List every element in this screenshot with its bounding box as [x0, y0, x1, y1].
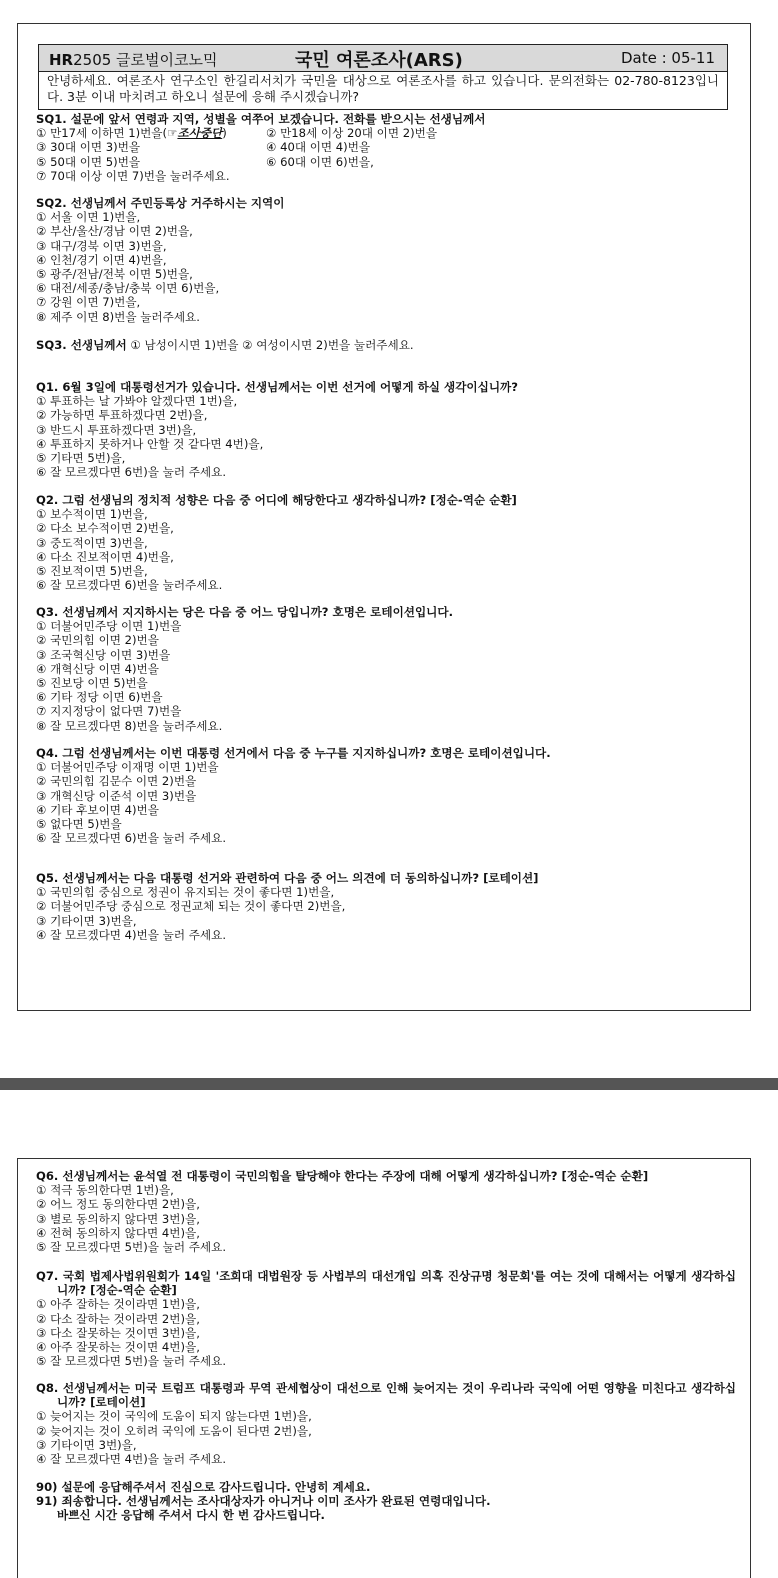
option: ⑦ 강원 이면 7)번을,: [36, 295, 141, 310]
survey-date: Date : 05-11: [620, 49, 715, 67]
option: ⑥ 잘 모르겠다면 6)번을 눌러 주세요.: [36, 831, 227, 846]
option: ② 다소 보수적이면 2)번을,: [36, 521, 174, 536]
option: ② 부산/울산/경남 이면 2)번을,: [36, 224, 193, 239]
option: ⑦ 지지정당이 없다면 7)번을: [36, 704, 182, 719]
question-q1: [36, 380, 736, 479]
option: ③ 기타이면 3번)을,: [36, 1437, 137, 1452]
closing-ineligible: 91) 죄송합니다. 선생님께서는 조사대상자가 아니거나 이미 조사가 완료된 연령대입니다.: [36, 1494, 491, 1509]
option: ② 어느 정도 동의한다면 2번)을,: [36, 1197, 200, 1212]
option: ⑥ 대전/세종/충남/충북 이면 6)번을,: [36, 281, 220, 296]
option: ① 서울 이면 1)번을,: [36, 210, 141, 225]
option: ③ 30대 이면 3)번을: [36, 140, 141, 155]
option: ⑤ 진보당 이면 5)번을: [36, 676, 148, 691]
option: ④ 기타 후보이면 4)번을: [36, 802, 159, 817]
question-q4: [36, 746, 736, 845]
option: ③ 조국혁신당 이면 3)번을: [36, 647, 171, 662]
question-q7: [36, 1269, 736, 1368]
question-q5: [36, 871, 736, 942]
option: ⑤ 기타면 5번)을,: [36, 451, 126, 466]
option: ① 더불어민주당 이재명 이면 1)번을: [36, 760, 219, 775]
option: ⑤ 잘 모르겠다면 5번)을 눌러 주세요.: [36, 1240, 227, 1255]
option: ④ 전혀 동의하지 않다면 4번)을,: [36, 1225, 200, 1240]
option: ⑥ 60대 이면 6)번을,: [266, 154, 374, 169]
option: ④ 잘 모르겠다면 4번)을 눌러 주세요.: [36, 1452, 227, 1467]
closing-ineligible-thanks: 바쁘신 시간 응답해 주셔서 다시 한 번 감사드립니다.: [57, 1508, 325, 1523]
option: ⑦ 70대 이상 이면 7)번을 눌러주세요.: [36, 168, 230, 183]
question-text: Q2. 그럼 선생님의 정치적 성향은 다음 중 어디에 해당한다고 생각하십니까? [정순-역순 순환]: [36, 493, 517, 507]
option: ① 만17세 이하면 1)번을(☞조사중단): [36, 126, 227, 141]
option: ⑤ 진보적이면 5)번을,: [36, 564, 148, 579]
option: ① 더불어민주당 이면 1)번을: [36, 619, 182, 634]
option: ③ 다소 잘못하는 것이면 3번)을,: [36, 1325, 200, 1340]
closing-thanks: 90) 설문에 응답해주셔서 진심으로 감사드립니다. 안녕히 계세요.: [36, 1480, 371, 1494]
question-q6: [36, 1169, 736, 1254]
option: ⑥ 기타 정당 이면 6)번을: [36, 690, 163, 705]
option: ① 투표하는 날 가봐야 알겠다면 1번)을,: [36, 394, 238, 409]
survey-page-1: [17, 23, 751, 1011]
question-text: Q4. 그럼 선생님께서는 이번 대통령 선거에서 다음 중 누구를 지지하십니까? 호명은 로테이션입니다.: [36, 746, 551, 760]
question-text: Q1. 6월 3일에 대통령선거가 있습니다. 선생님께서는 이번 선거에 어떻게 하실 생각이십니까?: [36, 380, 518, 394]
option: ④ 투표하지 못하거나 안할 것 같다면 4번)을,: [36, 436, 264, 451]
question-text: SQ3. 선생님께서: [36, 338, 127, 352]
option: ① 남성이시면 1)번을 ② 여성이시면 2)번을 눌러주세요.: [130, 338, 414, 352]
option: ③ 중도적이면 3)번을,: [36, 535, 148, 550]
option: ④ 40대 이면 4)번을: [266, 140, 371, 155]
option: ① 아주 잘하는 것이라면 1번)을,: [36, 1297, 200, 1312]
question-sq2: [36, 196, 736, 324]
option: ⑤ 50대 이면 5)번을: [36, 154, 141, 169]
option: ② 국민의힘 김문수 이면 2)번을: [36, 774, 197, 789]
question-text: SQ2. 선생님께서 주민등록상 거주하시는 지역이: [36, 196, 285, 210]
option: ④ 개혁신당 이면 4)번을: [36, 661, 159, 676]
option: ① 늦어지는 것이 국익에 도움이 되지 않는다면 1번)을,: [36, 1409, 312, 1424]
option: ③ 반드시 투표하겠다면 3번)을,: [36, 422, 197, 437]
option: ⑤ 광주/전남/전북 이면 5)번을,: [36, 267, 193, 282]
option: ② 다소 잘하는 것이라면 2번)을,: [36, 1311, 200, 1326]
option: ⑧ 잘 모르겠다면 8)번을 눌러주세요.: [36, 718, 223, 733]
option: ③ 별로 동의하지 않다면 3번)을,: [36, 1211, 200, 1226]
option: ④ 다소 진보적이면 4)번을,: [36, 549, 174, 564]
option: ⑥ 잘 모르겠다면 6)번을 눌러주세요.: [36, 578, 223, 593]
survey-page-2: [17, 1158, 751, 1578]
question-text: Q5. 선생님께서는 다음 대통령 선거와 관련하여 다음 중 어느 의견에 더 동의하십니까? [로테이션]: [36, 871, 539, 885]
survey-header: [38, 44, 728, 72]
option: ④ 인천/경기 이면 4)번을,: [36, 252, 167, 267]
option: ② 더불어민주당 중심으로 정권교체 되는 것이 좋다면 2)번을,: [36, 899, 346, 914]
option: ⑥ 잘 모르겠다면 6번)을 눌러 주세요.: [36, 465, 227, 480]
question-text: Q3. 선생님께서 지지하시는 당은 다음 중 어느 당입니까? 호명은 로테이션입니다.: [36, 605, 453, 619]
closing-messages: [36, 1480, 736, 1523]
question-text: Q8. 선생님께서는 미국 트럼프 대통령과 무역 관세협상이 대선으로 인해 늦어지는 것이 우리나라 국익에 어떤 영향을 미친다고 생각하십니까? [로테이션]: [36, 1381, 736, 1410]
option: ② 가능하면 투표하겠다면 2번)을,: [36, 408, 208, 423]
stop-survey-label: 조사중단: [177, 126, 223, 141]
question-sq3: [36, 338, 736, 352]
question-q8: [36, 1381, 736, 1466]
option: ③ 개혁신당 이준석 이면 3)번을: [36, 788, 197, 803]
survey-title: 국민 여론조사(ARS): [295, 50, 463, 71]
option: ② 만18세 이상 20대 이면 2)번을: [266, 126, 438, 141]
intro-text: 안녕하세요. 여론조사 연구소인 한길리서치가 국민을 대상으로 여론조사를 하고 있습니다. 문의전화는 02-780-8123입니다. 3분 이내 마치려고 하오니 설문에 응해 주시겠습니까?: [38, 72, 728, 110]
question-q3: [36, 605, 736, 733]
option: ② 늦어지는 것이 오히려 국익에 도움이 된다면 2번)을,: [36, 1423, 312, 1438]
page-separator: [0, 1078, 778, 1090]
option: ⑧ 제주 이면 8)번을 눌러주세요.: [36, 309, 200, 324]
option: ④ 잘 모르겠다면 4)번을 눌러 주세요.: [36, 927, 227, 942]
question-text: Q7. 국회 법제사법위원회가 14일 '조희대 대법원장 등 사법부의 대선개입 의혹 진상규명 청문회'를 여는 것에 대해서는 어떻게 생각하십니까? [정순-역순 순환]: [36, 1269, 736, 1298]
option: ⑤ 없다면 5)번을: [36, 817, 122, 832]
option: ③ 기타이면 3)번을,: [36, 913, 137, 928]
option: ① 보수적이면 1)번을,: [36, 507, 148, 522]
option: ② 국민의힘 이면 2)번을: [36, 633, 159, 648]
question-text: SQ1. 설문에 앞서 연령과 지역, 성별을 여쭈어 보겠습니다. 전화를 받으시는 선생님께서: [36, 112, 486, 126]
option: ① 적극 동의한다면 1번)을,: [36, 1183, 174, 1198]
option: ⑤ 잘 모르겠다면 5번)을 눌러 주세요.: [36, 1354, 227, 1369]
survey-code: HR2505 글로벌이코노믹: [49, 51, 218, 69]
option: ① 국민의힘 중심으로 정권이 유지되는 것이 좋다면 1)번을,: [36, 885, 335, 900]
option: ③ 대구/경북 이면 3)번을,: [36, 238, 167, 253]
question-q2: [36, 493, 736, 592]
question-text: Q6. 선생님께서는 윤석열 전 대통령이 국민의힘을 탈당해야 한다는 주장에 대해 어떻게 생각하십니까? [정순-역순 순환]: [36, 1169, 649, 1183]
option: ④ 아주 잘못하는 것이면 4번)을,: [36, 1340, 200, 1355]
question-sq1: [36, 112, 736, 183]
